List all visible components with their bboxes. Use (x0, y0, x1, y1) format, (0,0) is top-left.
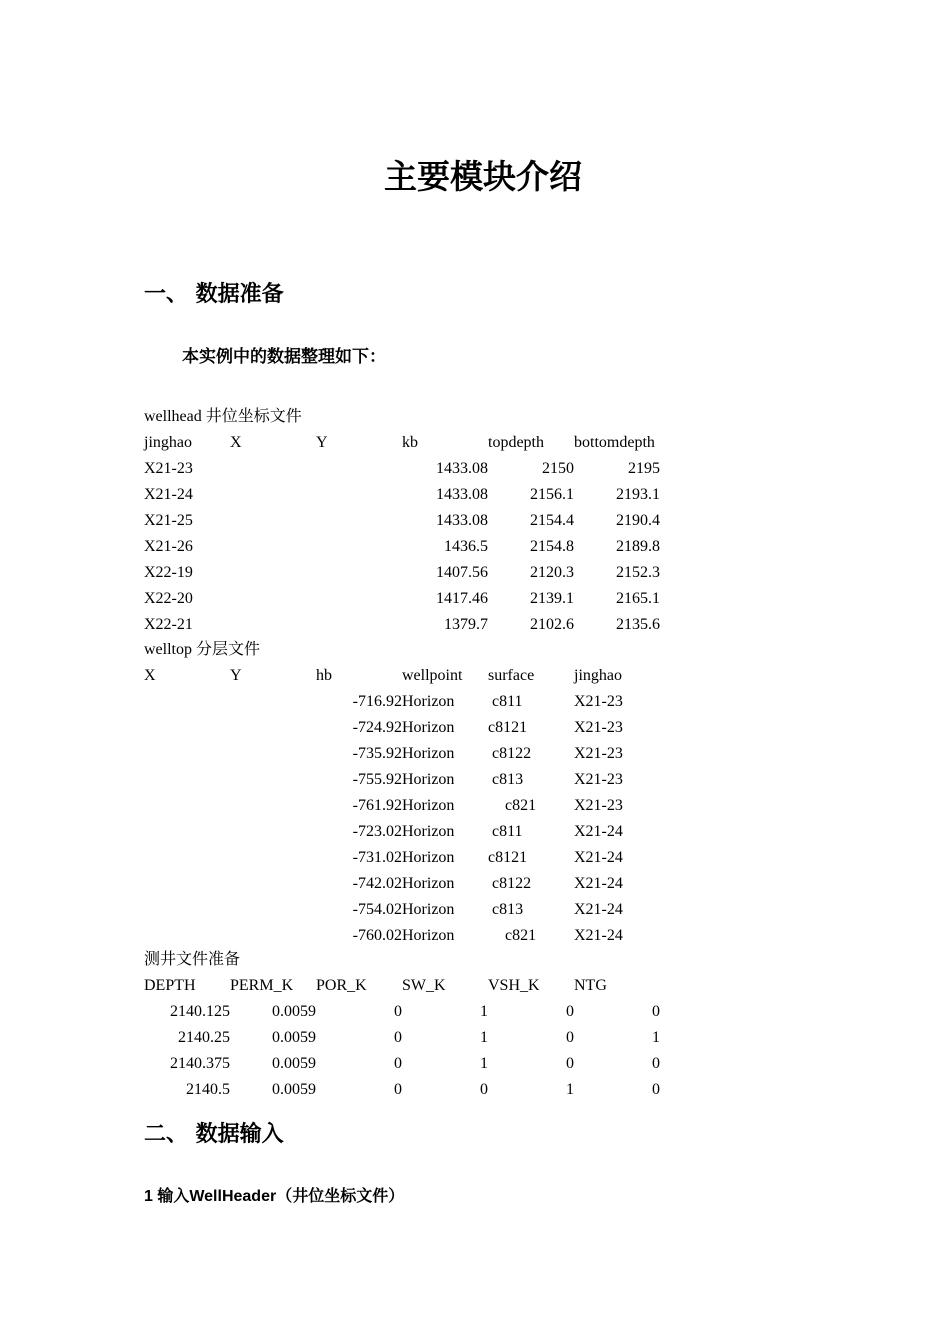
column-header: surface (488, 667, 535, 684)
table-row (144, 1025, 664, 1051)
cell-depth: 2140.125 (170, 1003, 230, 1020)
column-header: SW_K (402, 977, 446, 994)
table-row (144, 534, 664, 560)
cell-jinghao: X21-24 (574, 927, 623, 944)
cell-kb: 1379.7 (444, 616, 488, 633)
cell-jinghao: X21-24 (574, 823, 623, 840)
cell-depth: 2140.5 (186, 1081, 230, 1098)
column-header: POR_K (316, 977, 367, 994)
subheading-wellheader: 1 输入WellHeader（井位坐标文件） (144, 1188, 405, 1205)
cell-surface: c8121 (488, 849, 528, 866)
page-title: 主要模块介绍 (384, 157, 582, 196)
intro-text: 本实例中的数据整理如下： (182, 347, 386, 367)
cell-jinghao: X21-24 (574, 901, 623, 918)
cell-sw: 1 (480, 1055, 488, 1072)
cell-bottomdepth: 2195 (628, 460, 660, 477)
column-header: jinghao (574, 667, 622, 684)
cell-wellpoint: Horizon (402, 693, 455, 710)
column-header: DEPTH (144, 977, 196, 994)
cell-topdepth: 2156.1 (530, 486, 574, 503)
column-header: NTG (574, 977, 607, 994)
table-row (144, 999, 664, 1025)
cell-depth: 2140.25 (178, 1029, 230, 1046)
cell-por: 0 (394, 1055, 402, 1072)
cell-vsh: 1 (566, 1081, 574, 1098)
cell-sw: 1 (480, 1003, 488, 1020)
cell-jinghao: X21-23 (574, 693, 623, 710)
cell-surface: c811 (492, 693, 523, 710)
cell-hb: -755.92 (352, 771, 402, 788)
cell-jinghao: X22-20 (144, 590, 193, 607)
cell-jinghao: X21-24 (574, 849, 623, 866)
table-row (144, 560, 664, 586)
column-header: topdepth (488, 434, 544, 451)
cell-hb: -760.02 (352, 927, 402, 944)
cell-sw: 1 (480, 1029, 488, 1046)
cell-wellpoint: Horizon (402, 797, 455, 814)
column-header: VSH_K (488, 977, 540, 994)
cell-topdepth: 2102.6 (530, 616, 574, 633)
cell-por: 0 (394, 1081, 402, 1098)
cell-wellpoint: Horizon (402, 771, 455, 788)
cell-kb: 1433.08 (436, 460, 488, 477)
cell-surface: c821 (505, 927, 537, 944)
cell-topdepth: 2150 (542, 460, 574, 477)
cell-kb: 1417.46 (436, 590, 488, 607)
table-row (144, 586, 664, 612)
cell-ntg: 1 (652, 1029, 660, 1046)
column-header: PERM_K (230, 977, 294, 994)
cell-ntg: 0 (652, 1055, 660, 1072)
column-header: hb (316, 667, 332, 684)
table-row (144, 741, 664, 767)
cell-wellpoint: Horizon (402, 745, 455, 762)
logs-label: 测井文件准备 (144, 951, 241, 968)
table-row (144, 871, 664, 897)
cell-hb: -723.02 (352, 823, 402, 840)
table-row (144, 482, 664, 508)
cell-kb: 1407.56 (436, 564, 488, 581)
column-header: Y (316, 434, 328, 451)
cell-surface: c813 (492, 771, 524, 788)
cell-hb: -731.02 (352, 849, 402, 866)
wellhead-label: wellhead 井位坐标文件 (144, 408, 302, 425)
cell-jinghao: X22-19 (144, 564, 193, 581)
table-row (144, 689, 664, 715)
cell-surface: c8121 (488, 719, 528, 736)
cell-hb: -735.92 (352, 745, 402, 762)
cell-perm: 0.0059 (272, 1029, 316, 1046)
cell-por: 0 (394, 1003, 402, 1020)
column-header: X (144, 667, 156, 684)
cell-bottomdepth: 2193.1 (616, 486, 660, 503)
section-heading-data-prep: 一、 数据准备 (144, 282, 284, 307)
cell-bottomdepth: 2189.8 (616, 538, 660, 555)
cell-topdepth: 2139.1 (530, 590, 574, 607)
table-row (144, 1051, 664, 1077)
column-header: bottomdepth (574, 434, 655, 451)
table-row (144, 767, 664, 793)
column-header: Y (230, 667, 242, 684)
table-row (144, 793, 664, 819)
cell-wellpoint: Horizon (402, 849, 455, 866)
cell-perm: 0.0059 (272, 1003, 316, 1020)
cell-wellpoint: Horizon (402, 927, 455, 944)
cell-wellpoint: Horizon (402, 875, 455, 892)
cell-ntg: 0 (652, 1081, 660, 1098)
cell-surface: c8122 (492, 875, 532, 892)
cell-depth: 2140.375 (170, 1055, 230, 1072)
cell-hb: -742.02 (352, 875, 402, 892)
cell-sw: 0 (480, 1081, 488, 1098)
cell-jinghao: X21-25 (144, 512, 193, 529)
cell-jinghao: X21-23 (144, 460, 193, 477)
welltop-header-row (144, 663, 664, 689)
column-header: wellpoint (402, 667, 463, 684)
column-header: jinghao (144, 434, 192, 451)
cell-bottomdepth: 2152.3 (616, 564, 660, 581)
wellhead-header-row (144, 430, 664, 456)
cell-hb: -716.92 (352, 693, 402, 710)
cell-surface: c811 (492, 823, 523, 840)
cell-por: 0 (394, 1029, 402, 1046)
cell-jinghao: X21-23 (574, 771, 623, 788)
section-heading-data-input: 二、 数据输入 (144, 1122, 284, 1147)
cell-wellpoint: Horizon (402, 901, 455, 918)
cell-surface: c8122 (492, 745, 532, 762)
cell-topdepth: 2154.4 (530, 512, 574, 529)
welltop-label: welltop 分层文件 (144, 641, 260, 658)
cell-wellpoint: Horizon (402, 719, 455, 736)
cell-bottomdepth: 2165.1 (616, 590, 660, 607)
table-row (144, 845, 664, 871)
cell-jinghao: X21-26 (144, 538, 193, 555)
table-row (144, 923, 664, 949)
cell-topdepth: 2120.3 (530, 564, 574, 581)
cell-surface: c821 (505, 797, 537, 814)
table-row (144, 508, 664, 534)
column-header: kb (402, 434, 418, 451)
table-row (144, 897, 664, 923)
cell-bottomdepth: 2135.6 (616, 616, 660, 633)
cell-perm: 0.0059 (272, 1055, 316, 1072)
cell-hb: -724.92 (352, 719, 402, 736)
cell-kb: 1433.08 (436, 512, 488, 529)
cell-ntg: 0 (652, 1003, 660, 1020)
cell-vsh: 0 (566, 1029, 574, 1046)
cell-topdepth: 2154.8 (530, 538, 574, 555)
cell-jinghao: X21-24 (144, 486, 193, 503)
cell-jinghao: X22-21 (144, 616, 193, 633)
table-row (144, 612, 664, 638)
table-row (144, 715, 664, 741)
cell-perm: 0.0059 (272, 1081, 316, 1098)
cell-hb: -761.92 (352, 797, 402, 814)
table-row (144, 1077, 664, 1103)
cell-vsh: 0 (566, 1055, 574, 1072)
cell-jinghao: X21-23 (574, 719, 623, 736)
cell-jinghao: X21-23 (574, 797, 623, 814)
table-row (144, 819, 664, 845)
column-header: X (230, 434, 242, 451)
cell-kb: 1436.5 (444, 538, 488, 555)
cell-surface: c813 (492, 901, 524, 918)
cell-wellpoint: Horizon (402, 823, 455, 840)
logs-header-row (144, 973, 664, 999)
cell-hb: -754.02 (352, 901, 402, 918)
table-row (144, 456, 664, 482)
cell-vsh: 0 (566, 1003, 574, 1020)
cell-jinghao: X21-23 (574, 745, 623, 762)
cell-bottomdepth: 2190.4 (616, 512, 660, 529)
cell-jinghao: X21-24 (574, 875, 623, 892)
cell-kb: 1433.08 (436, 486, 488, 503)
